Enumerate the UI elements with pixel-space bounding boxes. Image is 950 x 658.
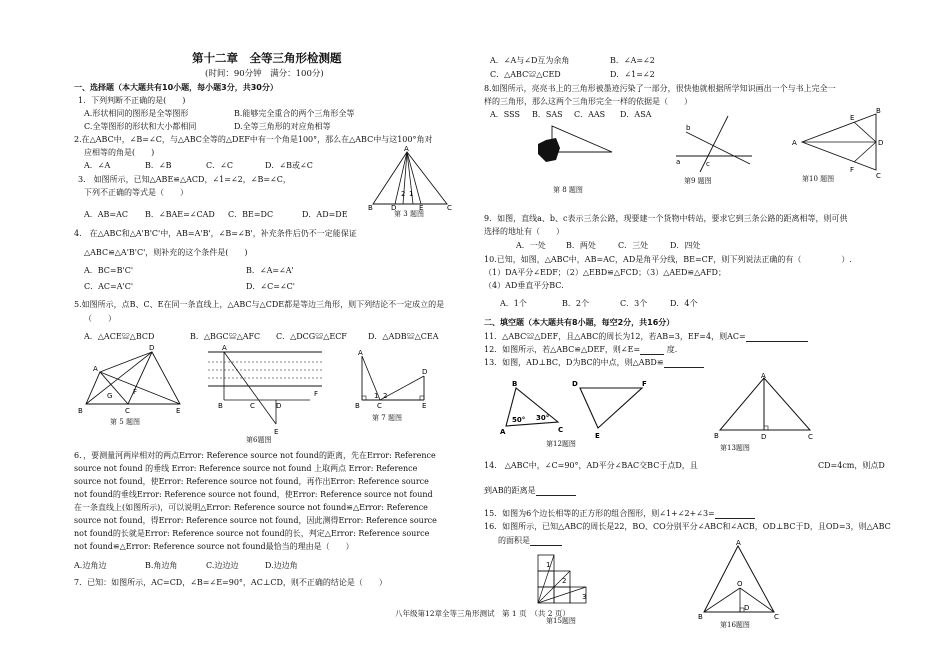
- q15-blank[interactable]: [715, 510, 755, 519]
- q7-option-b: B．∠A=∠2: [610, 56, 655, 65]
- q6-option-c: C.边边边: [206, 561, 239, 570]
- fig5-label-f: F: [133, 388, 138, 396]
- fig10-label-a: A: [792, 139, 797, 147]
- fig16-label-o: O: [737, 580, 743, 588]
- q4-stem-line2: △ABC≌△A'B'C'，则补充的这个条件是( ): [84, 248, 248, 257]
- fig15-label-1: 1: [546, 561, 551, 569]
- fig3-label-1: 1: [409, 190, 414, 198]
- q6-line-1: 6．，要测量河两岸相对的两点Error: Reference source not found的距离，先在Error: Reference: [74, 451, 436, 460]
- q16-stem-line1: 16．如图所示，已知△ABC的周长是22，BO、CO分别平分∠ABC和∠ACB，OD⊥BC于D，且OD=3，则△ABC: [484, 522, 891, 531]
- fig10-caption: 第10 题图: [802, 175, 835, 183]
- fig10-label-d: D: [878, 139, 884, 147]
- q15-text: 15．如图为6个边长相等的正方形的组合图形，则∠1+∠2+∠3=: [484, 509, 715, 518]
- fig9-caption: 第9 题图: [684, 177, 712, 185]
- q6-option-d: D.边边角: [265, 561, 298, 570]
- figure-8: [530, 122, 620, 184]
- q6-line-2: source not found 的垂线 Error: Reference source not found 上取两点 Error: Reference: [74, 464, 418, 473]
- fig12-label-d: D: [572, 380, 578, 388]
- fig12-label-e: E: [595, 432, 600, 440]
- fig7-label-c: C: [377, 402, 382, 410]
- fig3-label-b: B: [368, 204, 373, 212]
- fig16-label-a: A: [736, 539, 741, 547]
- figure-10: [790, 108, 886, 178]
- fig13-caption: 第13题图: [720, 444, 750, 452]
- figure-9: [672, 112, 756, 174]
- q13-blank[interactable]: [664, 359, 704, 368]
- fig12-label-f: F: [642, 380, 647, 388]
- fig3-caption: 第 3 题图: [394, 210, 424, 218]
- figure-6: [200, 344, 330, 436]
- q12-blank[interactable]: [640, 346, 664, 355]
- fig8-caption: 第 8 题图: [553, 186, 583, 194]
- q15-stem: [484, 508, 755, 519]
- fig12-angle-30: 30°: [536, 414, 550, 422]
- section1-heading: 一、选择题（本大题共有10小题，每小题3分，共30分）: [74, 83, 278, 92]
- fig5-label-b: B: [78, 407, 83, 415]
- fig12-label-b: B: [512, 380, 518, 388]
- q3-option-b: B．∠BAE=∠CAD: [145, 210, 215, 219]
- fig9-label-b: b: [686, 124, 691, 132]
- q6-line-5: 在一条直线上(如图所示)，可以说明△Error: Reference source not found≌△Error: Reference: [74, 503, 428, 512]
- q9-option-b: B．两处: [566, 241, 596, 250]
- fig5-label-a: A: [93, 365, 98, 373]
- q8-option-a: A．SSS: [490, 110, 520, 119]
- fig3-label-c: C: [447, 204, 452, 212]
- q9-option-d: D．四处: [670, 241, 701, 250]
- q10-stem-line3: （4）AD垂直平分BC.: [484, 281, 564, 290]
- q7-stem: 7．已知：如图所示，AC=CD，∠B=∠E=90°，AC⊥CD，则不正确的结论是（ ）: [74, 578, 387, 587]
- fig15-label-2: 2: [562, 577, 567, 585]
- q1-option-a: A.形状相同的图形是全等图形: [84, 109, 189, 118]
- fig12-label-c: C: [558, 426, 564, 434]
- q10-option-b: B．2个: [562, 299, 589, 308]
- q10-option-a: A．1个: [500, 299, 527, 308]
- q3-option-c: C．BE=DC: [228, 210, 274, 219]
- fig3-label-e: E: [419, 204, 424, 212]
- fig13-label-b: B: [714, 432, 719, 440]
- fig10-label-b: B: [876, 107, 881, 115]
- fig3-label-2: 2: [401, 190, 406, 198]
- figure-16: [696, 540, 782, 620]
- q9-option-c: C．三处: [618, 241, 649, 250]
- fig5-caption: 第 5 题图: [110, 418, 140, 426]
- q8-stem-line1: 8.如图所示，亮亮书上的三角形被墨迹污染了一部分，很快他就根据所学知识画出一个与书上完全一: [484, 84, 836, 93]
- page-title: 第十二章 全等三角形检测题: [192, 51, 342, 65]
- q4-option-b: B．∠A=∠A': [246, 266, 294, 275]
- fig10-label-f: F: [850, 166, 855, 174]
- q5-stem-line2: （ ）: [84, 314, 116, 323]
- fig9-label-c: c: [706, 160, 710, 168]
- fig10-label-c: C: [876, 172, 881, 180]
- q9-option-a: A．一处: [516, 241, 546, 250]
- q14-stem-line2: [484, 485, 576, 496]
- fig6-label-a: A: [222, 344, 227, 352]
- q11-blank[interactable]: [746, 333, 808, 342]
- fig5-label-d: D: [149, 344, 155, 352]
- figure-13: [712, 372, 816, 442]
- figure-12: [500, 376, 650, 440]
- q2-stem-line1: 2.在△ABC中，∠B=∠C，与△ABC全等的△DEF中有一个角是100°，那么在△ABC中与这100°角对: [74, 135, 433, 144]
- fig7-label-d: D: [422, 368, 428, 376]
- figure-5: [76, 346, 186, 418]
- q12-unit: 度.: [666, 345, 678, 354]
- q8-stem-line2: 样的三角形，那么这两个三角形完全一样的依据是（ ）: [484, 97, 692, 106]
- q9-stem-line2: 选择的地址有（ ）: [484, 227, 564, 236]
- q4-option-d: D．∠C=∠C': [246, 282, 295, 291]
- ink-blot-shape: [538, 138, 560, 162]
- fig5-label-e: E: [176, 407, 181, 415]
- fig12-label-a: A: [500, 428, 506, 436]
- figure-3: [365, 145, 455, 212]
- q6-line-3: source not found，使Error: Reference source not found，再作出Error: Reference source: [74, 477, 429, 486]
- q7-option-c: C．△ABC≌△CED: [490, 70, 561, 79]
- fig16-label-b: B: [698, 613, 703, 621]
- q6-option-a: A.边角边: [74, 561, 107, 570]
- q11-text: 11．△ABC≌△DEF，且△ABC的周长为12，若AB=3，EF=4，则AC=: [484, 332, 746, 341]
- q11-stem: [484, 331, 808, 342]
- q14-text: 到AB的距离是: [484, 486, 536, 495]
- q6-line-4: not found的垂线Error: Reference source not found，使Error: Reference source not found: [74, 490, 433, 499]
- q5-option-a: A．△ACE≌△BCD: [84, 332, 155, 341]
- q5-option-b: B．△BGC≌△AFC: [190, 332, 261, 341]
- fig6-label-e: E: [274, 428, 279, 436]
- q16-stem-line2: [498, 535, 562, 546]
- q3-stem-line2: 下列不正确的等式是（ ）: [84, 188, 188, 197]
- q6-line-8: not found≌△Error: Reference source not found最恰当的理由是（ ）: [74, 542, 354, 551]
- q4-stem-line1: 4. 在△ABC和△A'B'C'中，AB=A'B'，∠B=∠B'，补充条件后仍不一定能保证: [74, 229, 357, 238]
- fig5-label-c: C: [125, 407, 130, 415]
- fig7-label-e: E: [422, 402, 427, 410]
- q3-option-d: D．AD=DE: [302, 210, 348, 219]
- fig16-caption: 第16题图: [720, 621, 750, 629]
- fig5-label-g: G: [107, 392, 113, 400]
- fig10-label-e: E: [850, 114, 855, 122]
- q7-option-d: D．∠1=∠2: [610, 70, 655, 79]
- q3-stem-line1: 3. 如图所示，已知△ABE≌△ACD，∠1=∠2，∠B=∠C，: [78, 175, 291, 184]
- page-footer: 八年级第12章全等三角形测试 第 1 页 （共 2 页）: [395, 609, 570, 618]
- page-subtitle: (时间：90分钟 满分：100分): [205, 69, 324, 79]
- fig6-label-c: C: [250, 402, 255, 410]
- q10-option-c: C．3个: [620, 299, 648, 308]
- q8-option-d: D．ASA: [620, 110, 652, 119]
- q2-stem-line2: 应相等的角是( ): [84, 148, 155, 157]
- q10-stem-line2: （1）DA平分∠EDF；（2）△EBD≌△FCD；（3）△AED≌△AFD；: [484, 268, 726, 277]
- q14-stem-line1: 14. △ABC中，∠C=90°，AD平分∠BAC交BC于点D，且: [484, 461, 698, 470]
- q2-option-b: B．∠B: [145, 161, 172, 170]
- q14-stem-line1b: CD=4cm，则点D: [818, 461, 885, 470]
- section2-heading: 二、填空题（本大题共有8小题，每空2分，共16分）: [484, 318, 675, 327]
- q13-stem: [484, 357, 704, 368]
- q6-line-7: not found的长就是Error: Reference source not found的长，判定△Error: Reference source: [74, 529, 430, 538]
- q3-option-a: A．AB=AC: [84, 210, 129, 219]
- figure-7: [350, 350, 440, 412]
- q6-option-b: B.角边角: [145, 561, 178, 570]
- q9-stem-line1: 9．如图，直线a、b、c表示三条公路，现要建一个货物中转站，要求它到三条公路的距离相等，则可供: [484, 214, 848, 223]
- fig13-label-d: D: [761, 433, 767, 441]
- fig6-label-f: F: [314, 390, 319, 398]
- q14-blank[interactable]: [536, 487, 576, 496]
- q10-option-d: D．4个: [670, 299, 698, 308]
- q12-stem: [484, 344, 677, 355]
- q10-stem-line1: 10.已知，如图，△ABC中，AB=AC，AD是角平分线，BE=CF，则下列说法正确的有（ ）.: [484, 255, 852, 264]
- q16-blank[interactable]: [530, 537, 562, 546]
- q13-text: 13．如图，AD⊥BC，D为BC的中点，则△ABD≌: [484, 358, 664, 367]
- fig13-label-c: C: [808, 433, 813, 441]
- q4-option-c: C．AC=A'C': [84, 282, 134, 291]
- q5-option-c: C．△DCG≌△ECF: [276, 332, 347, 341]
- fig12-angle-50: 50°: [512, 416, 526, 424]
- fig7-label-1: 1: [374, 392, 379, 400]
- q1-option-b: B.能够完全重合的两个三角形全等: [234, 109, 355, 118]
- q7-option-a: A．∠A与∠D互为余角: [490, 56, 570, 65]
- fig3-label-a: A: [404, 145, 409, 153]
- q2-option-c: C．∠C: [206, 161, 233, 170]
- q4-option-a: A．BC=B'C': [84, 266, 134, 275]
- fig15-label-3: 3: [582, 593, 587, 601]
- q5-option-d: D．△ADB≌△CEA: [368, 332, 439, 341]
- q6-line-6: source not found，得Error: Reference source not found，因此测得Error: Reference source: [74, 516, 437, 525]
- fig16-label-d: D: [744, 604, 750, 612]
- q12-text: 12．如图所示，若△ABC≌△DEF，则∠E=: [484, 345, 641, 354]
- fig15-caption: 第15题图: [546, 617, 576, 625]
- fig3-label-d: D: [391, 204, 397, 212]
- q1-option-d: D.全等三角形的对应角相等: [234, 122, 331, 131]
- fig6-label-d: D: [276, 402, 282, 410]
- fig7-label-2: 2: [383, 392, 388, 400]
- fig7-label-b: B: [355, 402, 360, 410]
- q2-option-d: D．∠B或∠C: [265, 161, 313, 170]
- fig7-caption: 第 7 题图: [372, 414, 402, 422]
- q2-option-a: A．∠A: [84, 161, 111, 170]
- q1-option-c: C.全等图形的形状和大小都相同: [84, 122, 197, 131]
- fig6-caption: 第6题图: [246, 436, 272, 444]
- fig16-label-c: C: [774, 613, 779, 621]
- fig12-caption: 第12题图: [546, 440, 576, 448]
- q1-stem: 1．下列判断不正确的是( ): [78, 96, 186, 105]
- q5-stem-line1: 5.如图所示，点B、C、E在同一条直线上，△ABC与△CDE都是等边三角形，则下列结论不一定成立的是: [74, 300, 445, 309]
- fig7-label-a: A: [358, 349, 363, 357]
- fig6-label-b: B: [218, 402, 223, 410]
- figure-15: [534, 549, 604, 617]
- fig13-label-a: A: [761, 372, 766, 380]
- q8-option-b: B．SAS: [532, 110, 563, 119]
- q16-text: 的面积是: [498, 536, 530, 545]
- q8-option-c: C．AAS: [574, 110, 606, 119]
- fig9-label-a: a: [676, 158, 681, 166]
